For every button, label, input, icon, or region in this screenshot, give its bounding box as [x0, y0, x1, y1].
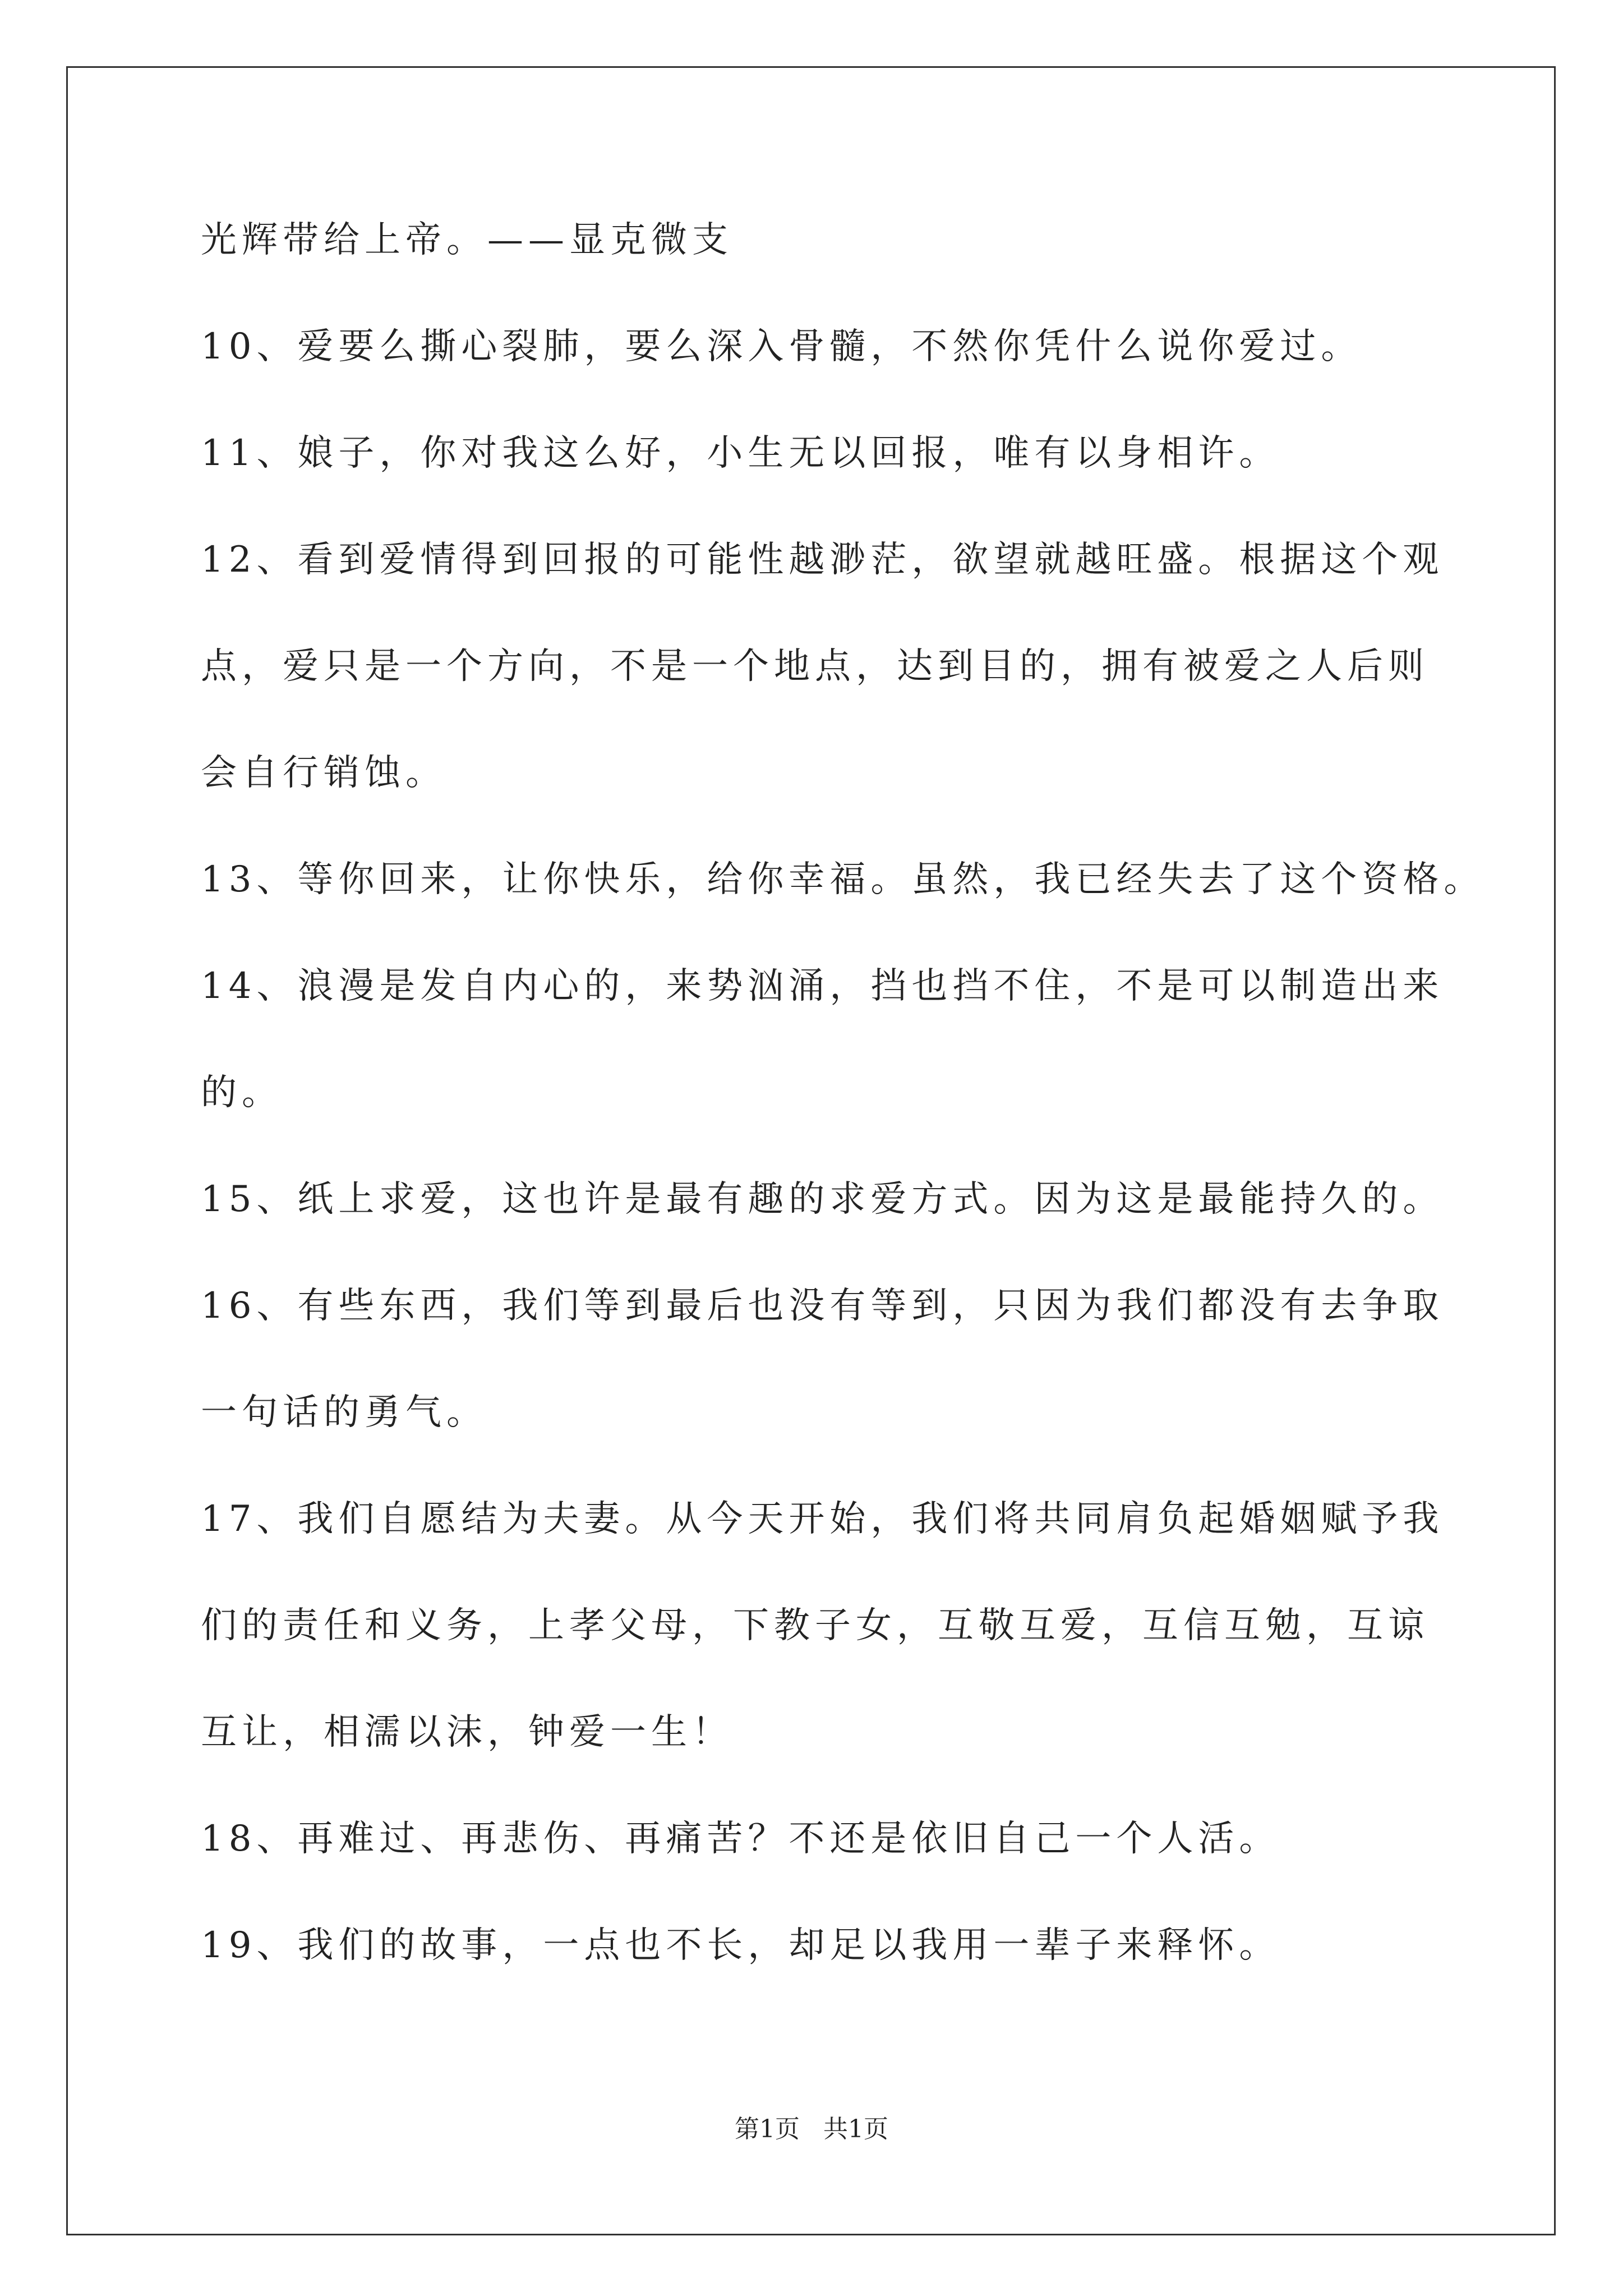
- text-line: 光辉带给上帝。——显克微支: [201, 219, 733, 261]
- text-line: 14、浪漫是发自内心的，来势汹涌，挡也挡不住，不是可以制造出来: [201, 965, 1444, 1007]
- text-line: 11、娘子，你对我这么好，小生无以回报，唯有以身相许。: [201, 432, 1280, 474]
- text-line: 19、我们的故事，一点也不长，却足以我用一辈子来释怀。: [201, 1925, 1280, 1966]
- text-line: 一句话的勇气。: [201, 1392, 487, 1433]
- text-line: 互让，相濡以沫，钟爱一生！: [201, 1711, 733, 1753]
- text-line: 点，爱只是一个方向，不是一个地点，达到目的，拥有被爱之人后则: [201, 646, 1429, 687]
- text-line: 16、有些东西，我们等到最后也没有等到，只因为我们都没有去争取: [201, 1285, 1444, 1327]
- page-footer: 第1页 共1页: [735, 2115, 888, 2143]
- text-line: 10、爱要么撕心裂肺，要么深入骨髓，不然你凭什么说你爱过。: [201, 326, 1362, 367]
- text-line: 12、看到爱情得到回报的可能性越渺茫，欲望就越旺盛。根据这个观: [201, 539, 1444, 581]
- text-line: 的。: [201, 1072, 283, 1114]
- text-line: 17、我们自愿结为夫妻。从今天开始，我们将共同肩负起婚姻赋予我: [201, 1498, 1444, 1540]
- text-line: 18、再难过、再悲伤、再痛苦？不还是依旧自己一个人活。: [201, 1818, 1280, 1860]
- text-line: 13、等你回来，让你快乐，给你幸福。虽然，我已经失去了这个资格。: [201, 859, 1485, 900]
- text-line: 15、纸上求爱，这也许是最有趣的求爱方式。因为这是最能持久的。: [201, 1179, 1444, 1220]
- page-border: [66, 66, 1556, 2235]
- text-line: 们的责任和义务，上孝父母，下教子女，互敬互爱，互信互勉，互谅: [201, 1605, 1429, 1646]
- text-line: 会自行销蚀。: [201, 752, 446, 794]
